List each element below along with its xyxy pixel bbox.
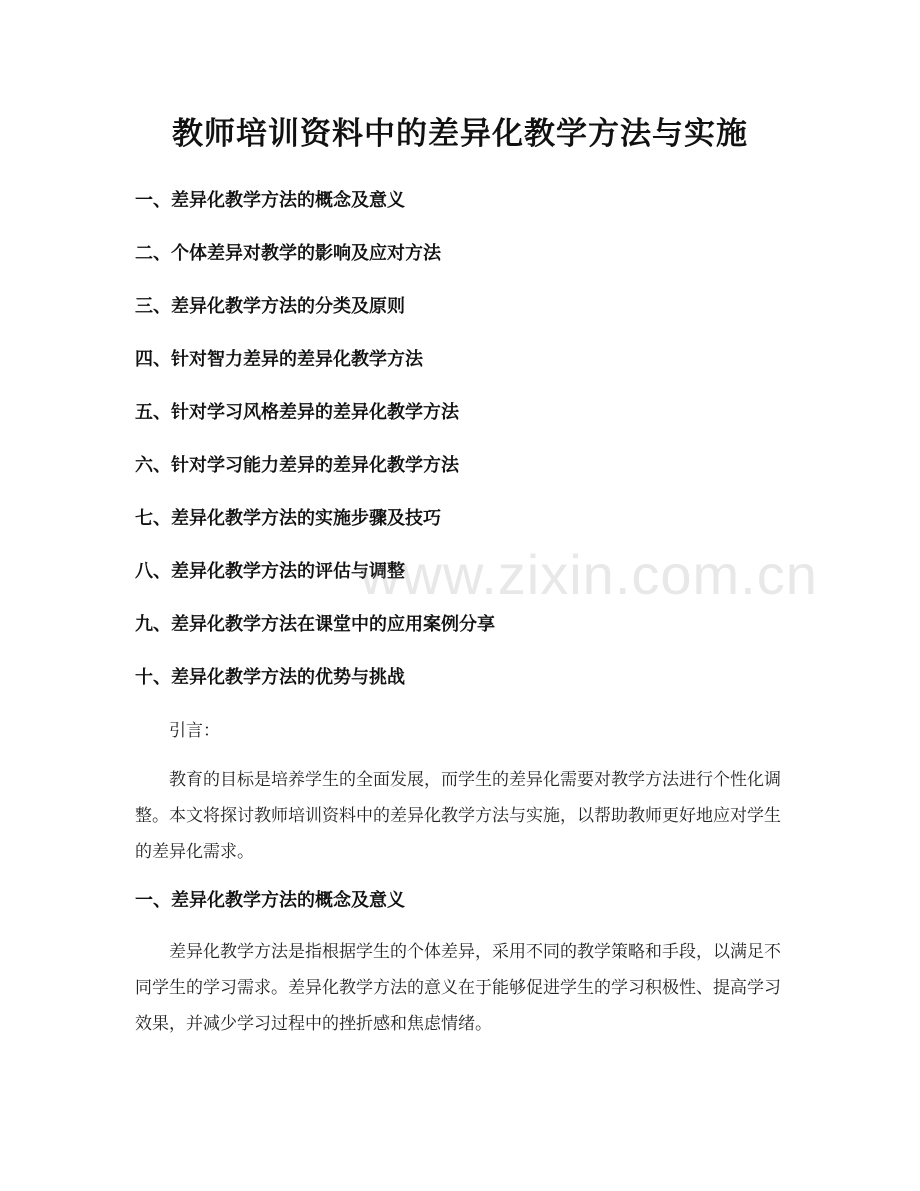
intro-label: 引言： xyxy=(169,721,220,741)
section-heading: 一、差异化教学方法的概念及意义 xyxy=(135,890,405,911)
toc-item: 二、个体差异对教学的影响及应对方法 xyxy=(135,243,441,264)
toc-item: 八、差异化教学方法的评估与调整 xyxy=(135,561,405,582)
section-paragraph: 差异化教学方法是指根据学生的个体差异，采用不同的教学策略和手段，以满足不同学生的学习需求。差异化教学方法的意义在于能够促进学生的学习积极性、提高学习效果，并减少学习过程中的挫折感和焦虑情绪。 xyxy=(135,942,781,1034)
toc-item: 四、针对智力差异的差异化教学方法 xyxy=(135,349,423,370)
document-title: 教师培训资料中的差异化教学方法与实施 xyxy=(172,116,748,152)
toc-item: 六、针对学习能力差异的差异化教学方法 xyxy=(135,455,459,476)
toc-item: 一、差异化教学方法的概念及意义 xyxy=(135,190,405,211)
toc-item: 十、差异化教学方法的优势与挑战 xyxy=(135,667,405,688)
toc-item: 七、差异化教学方法的实施步骤及技巧 xyxy=(135,508,441,529)
toc-item: 三、差异化教学方法的分类及原则 xyxy=(135,296,405,317)
watermark: www.zixin.com.cn xyxy=(360,543,818,606)
toc-item: 五、针对学习风格差异的差异化教学方法 xyxy=(135,402,459,423)
intro-paragraph: 教育的目标是培养学生的全面发展，而学生的差异化需要对教学方法进行个性化调整。本文将探讨教师培训资料中的差异化教学方法与实施，以帮助教师更好地应对学生的差异化需求。 xyxy=(135,770,781,862)
toc-item: 九、差异化教学方法在课堂中的应用案例分享 xyxy=(135,614,495,635)
table-of-contents xyxy=(135,186,795,716)
